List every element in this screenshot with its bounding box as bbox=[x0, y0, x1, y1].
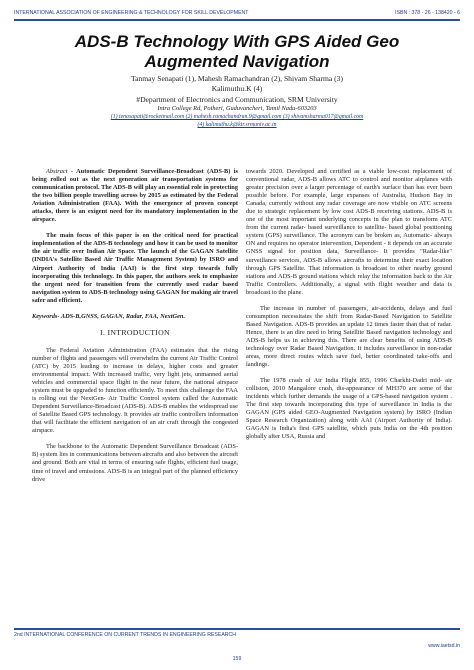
right-paragraph-3: The 1978 crash of Air India Flight 855, 1996 Charkhi-Dadri mid- air collision, 2010 Mangalore crash, dis-appearance of MH370 are some of the incidents which further demands the usage of a GPS-based navigation system . The first step towards incorporating this type of surveillance in India is the GAGAN (GPS aided GEO-Augmented Navigation system) by ISRO (Indian Space Research Organization) along with AAI (Airport Authority of India). GAGAN is India's first GPS satellite, which puts India on the 4th position globally after USA, Russia and bbox=[246, 377, 452, 441]
running-header bbox=[14, 8, 460, 24]
header-organization: INTERNATIONAL ASSOCIATION OF ENGINEERING & TECHNOLOGY FOR SKILL DEVELOPMENT bbox=[14, 10, 249, 16]
page-number: 159 bbox=[232, 656, 242, 662]
author-emails[interactable]: (1) tenasapati@rocketmail.com (2) mahesh.ramachandran.9@gmail.com (3) shivamsharma017@gmail.com bbox=[110, 113, 364, 120]
keywords-label: Keywords bbox=[32, 312, 58, 320]
abstract bbox=[32, 168, 238, 224]
left-column bbox=[32, 168, 238, 492]
author-names: Tanmay Senapati (1), Mahesh Ramachandran (2), Shivam Sharma (3) bbox=[130, 74, 344, 83]
keywords-list: - ADS-B,GNSS, GAGAN, Radar, FAA, NextGen. bbox=[57, 312, 186, 320]
author-block bbox=[20, 74, 454, 129]
affiliation-address: Intra College Rd, Potheri, Guduvancheri, Tamil Nadu-603203 bbox=[157, 104, 317, 112]
abstract-body: - Automatic Dependent Surveillance-Broadcast (ADS-B) is being rolled out as the next generation air transportation systems for communication protocol. The ADS-B will play an essential role in protecting the two billion people travelling across by 2015 as estimated by the Federal Aviation Administration (FAA). With the emergence of proven concept attacks, there is an exigent need for its mandatory implementation in the airspace. bbox=[32, 168, 238, 224]
abstract-paragraph-2: The main focus of this paper is on the critical need for practical implementation of the ADS-B technology and how it can be used to monitor the air traffic over Indian Air Space. The launch of the GAGAN Satellite (INDIA's Satellite Based Air Traffic Management System) by ISRO and Airport Authority of India (AAI) is the first step towards fully incorporating this technology. In this paper, the authors seek to emphasize the urgent need for transition from the currently used radar based navigation system to ADS-B technology using GAGAN for making air travel safer and efficient. bbox=[32, 232, 238, 304]
author-email-4[interactable]: (4) kalimuthu.k@ktr.srmuniv.ac.in bbox=[197, 122, 277, 129]
section-heading-introduction: I. INTRODUCTION bbox=[100, 327, 170, 337]
title-line-2: Augmented Navigation bbox=[144, 52, 330, 71]
author-names-2: Kalimuthu.K (4) bbox=[211, 83, 263, 93]
keywords bbox=[32, 313, 238, 321]
affiliation-dept: #Department of Electronics and Communication, SRM University bbox=[136, 95, 338, 104]
right-paragraph-2: The increase in number of passengers, air-accidents, delays and fuel consumption necessitates the shift from Radar-Based Navigation to Satellite Based Navigation. ADS-B provides an update 12 times faster than that of radar. Hence, there is an dire need to bring Satellite Based navigation technology and ADS-B helps us in achieving this. There are clear benefits of using ADS-B technology over Radar Based Navigation. It includes surveillance in non-radar areas, more direct routes which save fuel, better coordinated take-offs and landings. bbox=[246, 304, 452, 369]
footer-website[interactable]: www.iaetsd.in bbox=[428, 643, 460, 649]
header-isbn: ISBN : 378 - 26 - 138420 - 6 bbox=[395, 10, 460, 16]
title-line-1: ADS-B Technology With GPS Aided Geo bbox=[74, 32, 400, 51]
footer-rule bbox=[14, 628, 460, 630]
paper-title bbox=[20, 32, 454, 72]
right-paragraph-1: towards 2020. Developed and certified as a viable low-cost replacement of conventional radar, ADS-B allows ATC to control and monitor airplanes with greater precision over a larger percentage of earth's surface than has ever been possible before. For example, large expanses of Australia, Hudson Bay in Canada, currently without any radar coverage are now visible on ATC screens due to strategic replacement by low cost ADS-B receiving stations. ADS-B is one of the most important underlying concepts in the plan to transform ATC from the current radar- based surveillance to satellite- based global positioning system (GPS) surveillance. The acronym can be broken as, Automatic- always ON and requires no operator intervention, Dependent - it depends on an accurate GNSS signal for position data, Surveillance- It provides "Radar-like" surveillance services, ADS-B allows aircrafts to determine their exact location through GPS Satellite. That information is broadcast to other nearby ground stations and ADS-B ground stations which relay the information back to the Air Traffic Controllers. Additionally, a signal with flight weather and data is broadcast to the plane. bbox=[246, 168, 452, 296]
intro-paragraph-1: The Federal Aviation Administration (FAA) estimates that the rising number of flights and passengers will overwhelm the current Air Traffic Control (ATC) by 2015 leading to increase in delays, higher costs and greater environmental impact. With increased traffic, very light jets, unmanned aerial vehicles and commercial space flight in the near future, the national airspace system must be upgraded to function efficiently. To meet this challenge the FAA is rolling out the NextGen- Air Traffic Control system called the Automatic Dependent Surveillance-Broadcast (ADS-B). ADS-B enables the widespread use of Satellite Based GPS technology. It provides air traffic controllers information that will facilitate the efficient navigation of an air craft through the congested airspace. bbox=[32, 346, 238, 435]
abstract-label: Abstract bbox=[46, 168, 68, 175]
footer-conference: 2nd INTERNATIONAL CONFERENCE ON CURRENT TRENDS IN ENGINEERING RESEARCH bbox=[14, 632, 237, 638]
intro-paragraph-2: The backbone to the Automatic Dependent Surveillance Broadcast (ADS-B) system lies in communications between aircrafts and also between the aircraft and ground. Both are vital in terms of ensuring safe flights, efficient fuel usage, time of travel and emissions. ADS-B is an integral part of the planned efficiency drive bbox=[32, 443, 238, 483]
header-rule bbox=[14, 19, 460, 21]
right-column bbox=[246, 168, 452, 450]
